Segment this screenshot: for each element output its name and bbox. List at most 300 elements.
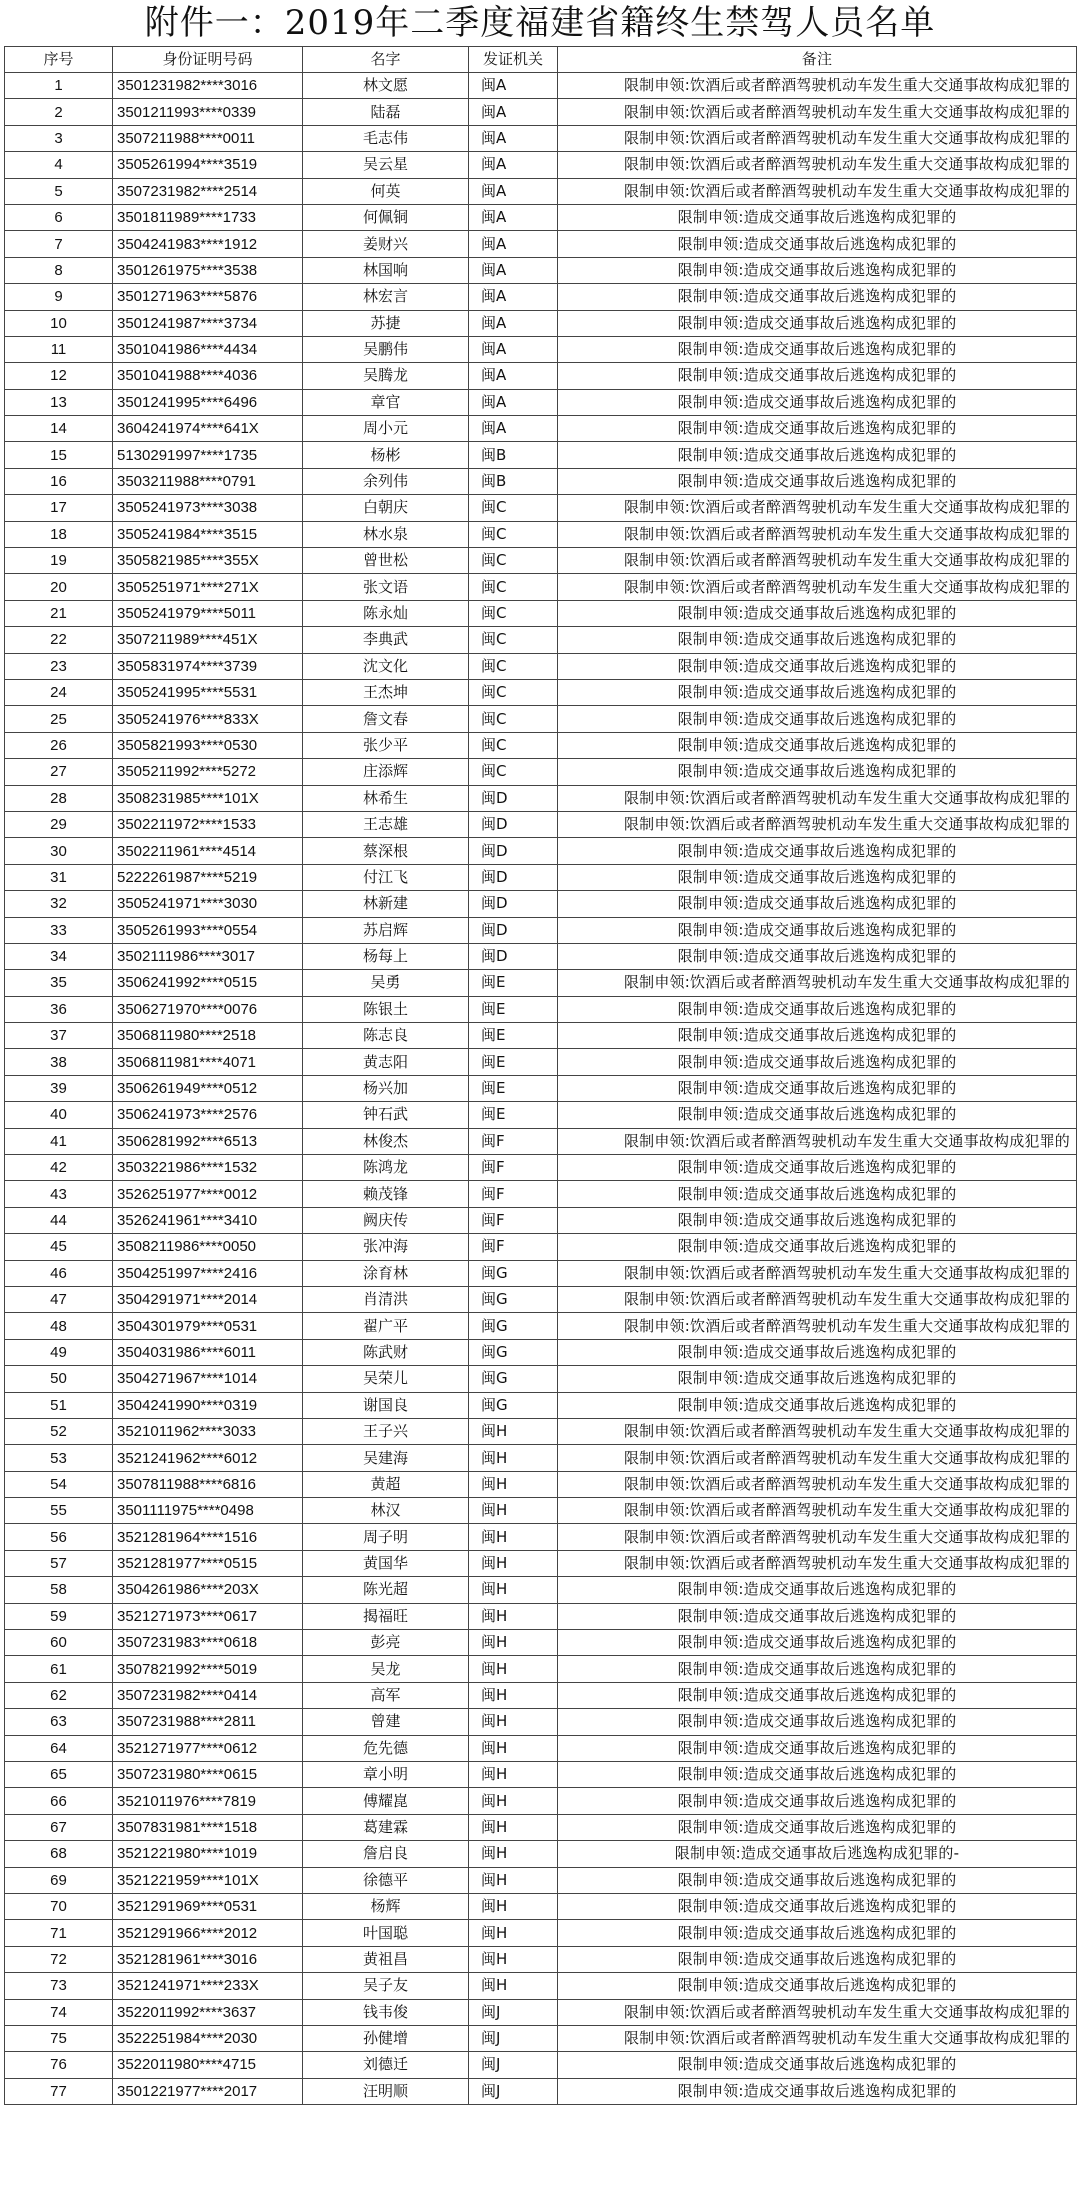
- cell-id-number: 3507231980****0615: [113, 1762, 303, 1788]
- cell-serial-number: 64: [5, 1735, 113, 1761]
- table-row: [5, 1155, 1077, 1181]
- cell-name: 黄国华: [303, 1550, 469, 1576]
- cell-remarks: 限制申领:造成交通事故后逃逸构成犯罪的: [558, 1630, 1077, 1656]
- cell-id-number: 3526241961****3410: [113, 1207, 303, 1233]
- cell-serial-number: 12: [5, 363, 113, 389]
- cell-name: 杨辉: [303, 1893, 469, 1919]
- cell-name: 苏启辉: [303, 917, 469, 943]
- cell-serial-number: 17: [5, 495, 113, 521]
- table-row: [5, 521, 1077, 547]
- cell-remarks: 限制申领:造成交通事故后逃逸构成犯罪的: [558, 204, 1077, 230]
- cell-serial-number: 2: [5, 99, 113, 125]
- cell-serial-number: 47: [5, 1286, 113, 1312]
- cell-issuing-authority: 闽E: [469, 970, 558, 996]
- table-row: [5, 1524, 1077, 1550]
- cell-remarks: 限制申领:造成交通事故后逃逸构成犯罪的: [558, 1023, 1077, 1049]
- cell-serial-number: 25: [5, 706, 113, 732]
- cell-remarks: 限制申领:造成交通事故后逃逸构成犯罪的: [558, 1155, 1077, 1181]
- cell-serial-number: 41: [5, 1128, 113, 1154]
- cell-name: 杨彬: [303, 442, 469, 468]
- cell-id-number: 3507231988****2811: [113, 1709, 303, 1735]
- table-row: [5, 838, 1077, 864]
- cell-id-number: 3506241973****2576: [113, 1102, 303, 1128]
- table-row: [5, 1286, 1077, 1312]
- cell-name: 刘德迁: [303, 2052, 469, 2078]
- table-row: [5, 891, 1077, 917]
- cell-name: 张冲海: [303, 1234, 469, 1260]
- table-row: [5, 1577, 1077, 1603]
- cell-name: 姜财兴: [303, 231, 469, 257]
- table-row: [5, 1181, 1077, 1207]
- header-issuing-authority: 发证机关: [469, 47, 558, 73]
- cell-issuing-authority: 闽C: [469, 627, 558, 653]
- table-row: [5, 1709, 1077, 1735]
- cell-serial-number: 5: [5, 178, 113, 204]
- cell-remarks: 限制申领:造成交通事故后逃逸构成犯罪的: [558, 1603, 1077, 1629]
- table-row: [5, 1920, 1077, 1946]
- cell-name: 汪明顺: [303, 2078, 469, 2104]
- cell-serial-number: 50: [5, 1366, 113, 1392]
- cell-serial-number: 60: [5, 1630, 113, 1656]
- cell-id-number: 3505251971****271X: [113, 574, 303, 600]
- cell-remarks: 限制申领:饮酒后或者醉酒驾驶机动车发生重大交通事故构成犯罪的: [558, 1418, 1077, 1444]
- table-row: [5, 416, 1077, 442]
- cell-issuing-authority: 闽D: [469, 811, 558, 837]
- cell-issuing-authority: 闽H: [469, 1471, 558, 1497]
- cell-name: 黄志阳: [303, 1049, 469, 1075]
- cell-remarks: 限制申领:造成交通事故后逃逸构成犯罪的: [558, 284, 1077, 310]
- table-row: [5, 864, 1077, 890]
- cell-remarks: 限制申领:饮酒后或者醉酒驾驶机动车发生重大交通事故构成犯罪的: [558, 1445, 1077, 1471]
- cell-issuing-authority: 闽H: [469, 1630, 558, 1656]
- cell-serial-number: 56: [5, 1524, 113, 1550]
- cell-remarks: 限制申领:造成交通事故后逃逸构成犯罪的: [558, 416, 1077, 442]
- cell-id-number: 5130291997****1735: [113, 442, 303, 468]
- cell-serial-number: 38: [5, 1049, 113, 1075]
- cell-name: 肖清洪: [303, 1286, 469, 1312]
- cell-name: 吴荣儿: [303, 1366, 469, 1392]
- cell-issuing-authority: 闽F: [469, 1181, 558, 1207]
- cell-name: 王子兴: [303, 1418, 469, 1444]
- table-row: [5, 1841, 1077, 1867]
- cell-name: 赖茂锋: [303, 1181, 469, 1207]
- table-row: [5, 1630, 1077, 1656]
- table-row: [5, 1075, 1077, 1101]
- cell-id-number: 3521221959****101X: [113, 1867, 303, 1893]
- cell-issuing-authority: 闽H: [469, 1656, 558, 1682]
- cell-remarks: 限制申领:造成交通事故后逃逸构成犯罪的: [558, 1234, 1077, 1260]
- table-row: [5, 1735, 1077, 1761]
- cell-remarks: 限制申领:饮酒后或者醉酒驾驶机动车发生重大交通事故构成犯罪的: [558, 521, 1077, 547]
- cell-name: 黄祖昌: [303, 1946, 469, 1972]
- cell-id-number: 3504271967****1014: [113, 1366, 303, 1392]
- cell-id-number: 3501221977****2017: [113, 2078, 303, 2104]
- cell-remarks: 限制申领:饮酒后或者醉酒驾驶机动车发生重大交通事故构成犯罪的: [558, 970, 1077, 996]
- header-id-number: 身份证明号码: [113, 47, 303, 73]
- cell-id-number: 3501241995****6496: [113, 389, 303, 415]
- table-header: [5, 47, 1077, 73]
- cell-id-number: 3501231982****3016: [113, 73, 303, 99]
- table-row: [5, 73, 1077, 99]
- cell-name: 毛志伟: [303, 125, 469, 151]
- cell-serial-number: 75: [5, 2025, 113, 2051]
- cell-id-number: 3501241987****3734: [113, 310, 303, 336]
- table-row: [5, 495, 1077, 521]
- cell-issuing-authority: 闽C: [469, 653, 558, 679]
- cell-name: 陈永灿: [303, 600, 469, 626]
- table-row: [5, 1207, 1077, 1233]
- table-row: [5, 2078, 1077, 2104]
- cell-id-number: 3503211988****0791: [113, 468, 303, 494]
- cell-id-number: 3507231982****0414: [113, 1682, 303, 1708]
- cell-remarks: 限制申领:造成交通事故后逃逸构成犯罪的: [558, 1867, 1077, 1893]
- cell-serial-number: 22: [5, 627, 113, 653]
- table-row: [5, 178, 1077, 204]
- cell-name: 吴建海: [303, 1445, 469, 1471]
- cell-id-number: 3505241971****3030: [113, 891, 303, 917]
- cell-name: 林宏言: [303, 284, 469, 310]
- cell-remarks: 限制申领:饮酒后或者醉酒驾驶机动车发生重大交通事故构成犯罪的: [558, 1286, 1077, 1312]
- table-row: [5, 1867, 1077, 1893]
- cell-remarks: 限制申领:造成交通事故后逃逸构成犯罪的: [558, 1049, 1077, 1075]
- cell-remarks: 限制申领:造成交通事故后逃逸构成犯罪的: [558, 1920, 1077, 1946]
- cell-serial-number: 28: [5, 785, 113, 811]
- cell-issuing-authority: 闽A: [469, 125, 558, 151]
- banned-drivers-table: [4, 46, 1077, 2105]
- table-row: [5, 1498, 1077, 1524]
- table-row: [5, 1392, 1077, 1418]
- table-row: [5, 1682, 1077, 1708]
- table-row: [5, 1418, 1077, 1444]
- cell-serial-number: 65: [5, 1762, 113, 1788]
- cell-remarks: 限制申领:饮酒后或者醉酒驾驶机动车发生重大交通事故构成犯罪的: [558, 1313, 1077, 1339]
- cell-id-number: 3505241976****833X: [113, 706, 303, 732]
- cell-remarks: 限制申领:饮酒后或者醉酒驾驶机动车发生重大交通事故构成犯罪的: [558, 178, 1077, 204]
- cell-remarks: 限制申领:造成交通事故后逃逸构成犯罪的: [558, 1366, 1077, 1392]
- cell-remarks: 限制申领:造成交通事故后逃逸构成犯罪的: [558, 1893, 1077, 1919]
- cell-serial-number: 72: [5, 1946, 113, 1972]
- table-row: [5, 1814, 1077, 1840]
- cell-issuing-authority: 闽J: [469, 2052, 558, 2078]
- cell-issuing-authority: 闽D: [469, 943, 558, 969]
- cell-issuing-authority: 闽H: [469, 1418, 558, 1444]
- cell-remarks: 限制申领:造成交通事故后逃逸构成犯罪的: [558, 1102, 1077, 1128]
- cell-issuing-authority: 闽E: [469, 1049, 558, 1075]
- cell-issuing-authority: 闽G: [469, 1366, 558, 1392]
- cell-serial-number: 6: [5, 204, 113, 230]
- cell-issuing-authority: 闽D: [469, 838, 558, 864]
- cell-issuing-authority: 闽A: [469, 204, 558, 230]
- cell-id-number: 3501041988****4036: [113, 363, 303, 389]
- cell-id-number: 3604241974****641X: [113, 416, 303, 442]
- cell-remarks: 限制申领:造成交通事故后逃逸构成犯罪的: [558, 442, 1077, 468]
- cell-id-number: 3521281977****0515: [113, 1550, 303, 1576]
- cell-issuing-authority: 闽B: [469, 442, 558, 468]
- cell-issuing-authority: 闽G: [469, 1392, 558, 1418]
- cell-name: 涂育林: [303, 1260, 469, 1286]
- table-row: [5, 1260, 1077, 1286]
- cell-issuing-authority: 闽E: [469, 1075, 558, 1101]
- cell-name: 葛建霖: [303, 1814, 469, 1840]
- cell-serial-number: 43: [5, 1181, 113, 1207]
- cell-name: 王志雄: [303, 811, 469, 837]
- cell-name: 周小元: [303, 416, 469, 442]
- cell-remarks: 限制申领:造成交通事故后逃逸构成犯罪的: [558, 468, 1077, 494]
- cell-serial-number: 9: [5, 284, 113, 310]
- table-row: [5, 1339, 1077, 1365]
- cell-remarks: 限制申领:造成交通事故后逃逸构成犯罪的: [558, 943, 1077, 969]
- cell-remarks: 限制申领:造成交通事故后逃逸构成犯罪的: [558, 1392, 1077, 1418]
- cell-id-number: 3504301979****0531: [113, 1313, 303, 1339]
- cell-remarks: 限制申领:造成交通事故后逃逸构成犯罪的: [558, 1339, 1077, 1365]
- table-row: [5, 600, 1077, 626]
- cell-id-number: 3505821993****0530: [113, 732, 303, 758]
- cell-id-number: 3521221980****1019: [113, 1841, 303, 1867]
- cell-id-number: 3521241962****6012: [113, 1445, 303, 1471]
- table-row: [5, 1313, 1077, 1339]
- table-row: [5, 2052, 1077, 2078]
- cell-issuing-authority: 闽F: [469, 1128, 558, 1154]
- cell-issuing-authority: 闽D: [469, 864, 558, 890]
- cell-serial-number: 44: [5, 1207, 113, 1233]
- cell-id-number: 3505241984****3515: [113, 521, 303, 547]
- cell-issuing-authority: 闽E: [469, 996, 558, 1022]
- cell-serial-number: 14: [5, 416, 113, 442]
- cell-id-number: 3507211989****451X: [113, 627, 303, 653]
- cell-serial-number: 16: [5, 468, 113, 494]
- cell-serial-number: 4: [5, 152, 113, 178]
- table-row: [5, 1893, 1077, 1919]
- cell-name: 阙庆传: [303, 1207, 469, 1233]
- cell-name: 白朝庆: [303, 495, 469, 521]
- cell-issuing-authority: 闽A: [469, 73, 558, 99]
- cell-remarks: 限制申领:饮酒后或者醉酒驾驶机动车发生重大交通事故构成犯罪的: [558, 1524, 1077, 1550]
- table-row: [5, 231, 1077, 257]
- table-row: [5, 1973, 1077, 1999]
- cell-remarks: 限制申领:造成交通事故后逃逸构成犯罪的: [558, 231, 1077, 257]
- cell-id-number: 3504241983****1912: [113, 231, 303, 257]
- cell-remarks: 限制申领:造成交通事故后逃逸构成犯罪的: [558, 257, 1077, 283]
- cell-name: 余列伟: [303, 468, 469, 494]
- cell-id-number: 3522251984****2030: [113, 2025, 303, 2051]
- cell-issuing-authority: 闽A: [469, 257, 558, 283]
- cell-serial-number: 66: [5, 1788, 113, 1814]
- table-row: [5, 1999, 1077, 2025]
- cell-id-number: 3508231985****101X: [113, 785, 303, 811]
- cell-remarks: 限制申领:造成交通事故后逃逸构成犯罪的: [558, 1814, 1077, 1840]
- cell-id-number: 3501271963****5876: [113, 284, 303, 310]
- cell-name: 苏捷: [303, 310, 469, 336]
- table-row: [5, 336, 1077, 362]
- cell-remarks: 限制申领:造成交通事故后逃逸构成犯罪的: [558, 363, 1077, 389]
- cell-id-number: 3502111986****3017: [113, 943, 303, 969]
- cell-serial-number: 34: [5, 943, 113, 969]
- cell-serial-number: 7: [5, 231, 113, 257]
- cell-issuing-authority: 闽C: [469, 679, 558, 705]
- cell-serial-number: 26: [5, 732, 113, 758]
- table-row: [5, 2025, 1077, 2051]
- cell-name: 庄添辉: [303, 759, 469, 785]
- cell-id-number: 3506261949****0512: [113, 1075, 303, 1101]
- cell-remarks: 限制申领:饮酒后或者醉酒驾驶机动车发生重大交通事故构成犯罪的: [558, 73, 1077, 99]
- table-row: [5, 996, 1077, 1022]
- cell-name: 陈鸿龙: [303, 1155, 469, 1181]
- cell-issuing-authority: 闽G: [469, 1286, 558, 1312]
- cell-serial-number: 69: [5, 1867, 113, 1893]
- cell-id-number: 3521291966****2012: [113, 1920, 303, 1946]
- table-row: [5, 759, 1077, 785]
- cell-remarks: 限制申领:饮酒后或者醉酒驾驶机动车发生重大交通事故构成犯罪的: [558, 1260, 1077, 1286]
- cell-name: 钟石武: [303, 1102, 469, 1128]
- cell-serial-number: 76: [5, 2052, 113, 2078]
- cell-issuing-authority: 闽A: [469, 231, 558, 257]
- cell-name: 何英: [303, 178, 469, 204]
- cell-issuing-authority: 闽J: [469, 1999, 558, 2025]
- cell-serial-number: 27: [5, 759, 113, 785]
- cell-issuing-authority: 闽E: [469, 1023, 558, 1049]
- cell-name: 张少平: [303, 732, 469, 758]
- cell-name: 揭福旺: [303, 1603, 469, 1629]
- cell-remarks: 限制申领:饮酒后或者醉酒驾驶机动车发生重大交通事故构成犯罪的: [558, 152, 1077, 178]
- cell-serial-number: 18: [5, 521, 113, 547]
- cell-name: 吴腾龙: [303, 363, 469, 389]
- cell-id-number: 3501261975****3538: [113, 257, 303, 283]
- cell-serial-number: 55: [5, 1498, 113, 1524]
- table-row: [5, 917, 1077, 943]
- cell-issuing-authority: 闽H: [469, 1709, 558, 1735]
- table-row: [5, 1946, 1077, 1972]
- cell-serial-number: 59: [5, 1603, 113, 1629]
- cell-remarks: 限制申领:造成交通事故后逃逸构成犯罪的: [558, 917, 1077, 943]
- cell-id-number: 3505261993****0554: [113, 917, 303, 943]
- cell-remarks: 限制申领:造成交通事故后逃逸构成犯罪的: [558, 1973, 1077, 1999]
- cell-serial-number: 57: [5, 1550, 113, 1576]
- cell-remarks: 限制申领:造成交通事故后逃逸构成犯罪的: [558, 732, 1077, 758]
- cell-issuing-authority: 闽C: [469, 495, 558, 521]
- cell-serial-number: 37: [5, 1023, 113, 1049]
- cell-issuing-authority: 闽H: [469, 1735, 558, 1761]
- cell-remarks: 限制申领:造成交通事故后逃逸构成犯罪的: [558, 891, 1077, 917]
- cell-issuing-authority: 闽D: [469, 785, 558, 811]
- cell-id-number: 3505261994****3519: [113, 152, 303, 178]
- cell-issuing-authority: 闽H: [469, 1682, 558, 1708]
- cell-name: 陈志良: [303, 1023, 469, 1049]
- cell-name: 杨兴加: [303, 1075, 469, 1101]
- cell-serial-number: 52: [5, 1418, 113, 1444]
- cell-id-number: 3521271977****0612: [113, 1735, 303, 1761]
- cell-serial-number: 30: [5, 838, 113, 864]
- cell-issuing-authority: 闽H: [469, 1577, 558, 1603]
- cell-id-number: 3505211992****5272: [113, 759, 303, 785]
- cell-name: 彭亮: [303, 1630, 469, 1656]
- cell-issuing-authority: 闽B: [469, 468, 558, 494]
- table-row: [5, 548, 1077, 574]
- cell-issuing-authority: 闽H: [469, 1524, 558, 1550]
- cell-issuing-authority: 闽H: [469, 1762, 558, 1788]
- cell-issuing-authority: 闽D: [469, 917, 558, 943]
- cell-remarks: 限制申领:造成交通事故后逃逸构成犯罪的: [558, 706, 1077, 732]
- table-row: [5, 970, 1077, 996]
- table-row: [5, 1445, 1077, 1471]
- cell-issuing-authority: 闽G: [469, 1260, 558, 1286]
- table-row: [5, 1603, 1077, 1629]
- cell-remarks: 限制申领:造成交通事故后逃逸构成犯罪的: [558, 653, 1077, 679]
- cell-issuing-authority: 闽H: [469, 1550, 558, 1576]
- cell-name: 章官: [303, 389, 469, 415]
- cell-issuing-authority: 闽H: [469, 1445, 558, 1471]
- table-row: [5, 1762, 1077, 1788]
- table-row: [5, 1049, 1077, 1075]
- cell-issuing-authority: 闽C: [469, 732, 558, 758]
- cell-remarks: 限制申领:造成交通事故后逃逸构成犯罪的: [558, 1577, 1077, 1603]
- cell-id-number: 3521281961****3016: [113, 1946, 303, 1972]
- cell-id-number: 3522011980****4715: [113, 2052, 303, 2078]
- cell-serial-number: 13: [5, 389, 113, 415]
- table-row: [5, 679, 1077, 705]
- cell-id-number: 3522011992****3637: [113, 1999, 303, 2025]
- table-row: [5, 1366, 1077, 1392]
- cell-name: 陈光超: [303, 1577, 469, 1603]
- cell-remarks: 限制申领:造成交通事故后逃逸构成犯罪的: [558, 2078, 1077, 2104]
- cell-id-number: 3506811981****4071: [113, 1049, 303, 1075]
- cell-issuing-authority: 闽H: [469, 1893, 558, 1919]
- cell-remarks: 限制申领:造成交通事故后逃逸构成犯罪的: [558, 1207, 1077, 1233]
- table-row: [5, 1023, 1077, 1049]
- table-row: [5, 943, 1077, 969]
- cell-serial-number: 15: [5, 442, 113, 468]
- cell-issuing-authority: 闽H: [469, 1788, 558, 1814]
- cell-id-number: 3504031986****6011: [113, 1339, 303, 1365]
- cell-name: 吴勇: [303, 970, 469, 996]
- table-row: [5, 1550, 1077, 1576]
- cell-remarks: 限制申领:造成交通事故后逃逸构成犯罪的: [558, 1788, 1077, 1814]
- cell-name: 曾建: [303, 1709, 469, 1735]
- header-serial-number: 序号: [5, 47, 113, 73]
- cell-issuing-authority: 闽H: [469, 1603, 558, 1629]
- cell-name: 林水泉: [303, 521, 469, 547]
- table-row: [5, 152, 1077, 178]
- cell-id-number: 3508211986****0050: [113, 1234, 303, 1260]
- cell-name: 周子明: [303, 1524, 469, 1550]
- cell-id-number: 3507231983****0618: [113, 1630, 303, 1656]
- cell-name: 林新建: [303, 891, 469, 917]
- table-row: [5, 627, 1077, 653]
- cell-name: 林文愿: [303, 73, 469, 99]
- cell-name: 林汉: [303, 1498, 469, 1524]
- cell-issuing-authority: 闽C: [469, 759, 558, 785]
- cell-id-number: 3505241979****5011: [113, 600, 303, 626]
- cell-serial-number: 51: [5, 1392, 113, 1418]
- cell-id-number: 3521011962****3033: [113, 1418, 303, 1444]
- cell-issuing-authority: 闽H: [469, 1841, 558, 1867]
- table-row: [5, 363, 1077, 389]
- cell-id-number: 3507211988****0011: [113, 125, 303, 151]
- cell-name: 付江飞: [303, 864, 469, 890]
- cell-id-number: 3501111975****0498: [113, 1498, 303, 1524]
- cell-id-number: 3505831974****3739: [113, 653, 303, 679]
- table-row: [5, 204, 1077, 230]
- cell-id-number: 3507811988****6816: [113, 1471, 303, 1497]
- header-name: 名字: [303, 47, 469, 73]
- cell-remarks: 限制申领:饮酒后或者醉酒驾驶机动车发生重大交通事故构成犯罪的: [558, 548, 1077, 574]
- table-row: [5, 574, 1077, 600]
- header-remarks: 备注: [558, 47, 1077, 73]
- cell-remarks: 限制申领:造成交通事故后逃逸构成犯罪的: [558, 1656, 1077, 1682]
- cell-serial-number: 53: [5, 1445, 113, 1471]
- cell-name: 曾世松: [303, 548, 469, 574]
- cell-serial-number: 10: [5, 310, 113, 336]
- cell-serial-number: 58: [5, 1577, 113, 1603]
